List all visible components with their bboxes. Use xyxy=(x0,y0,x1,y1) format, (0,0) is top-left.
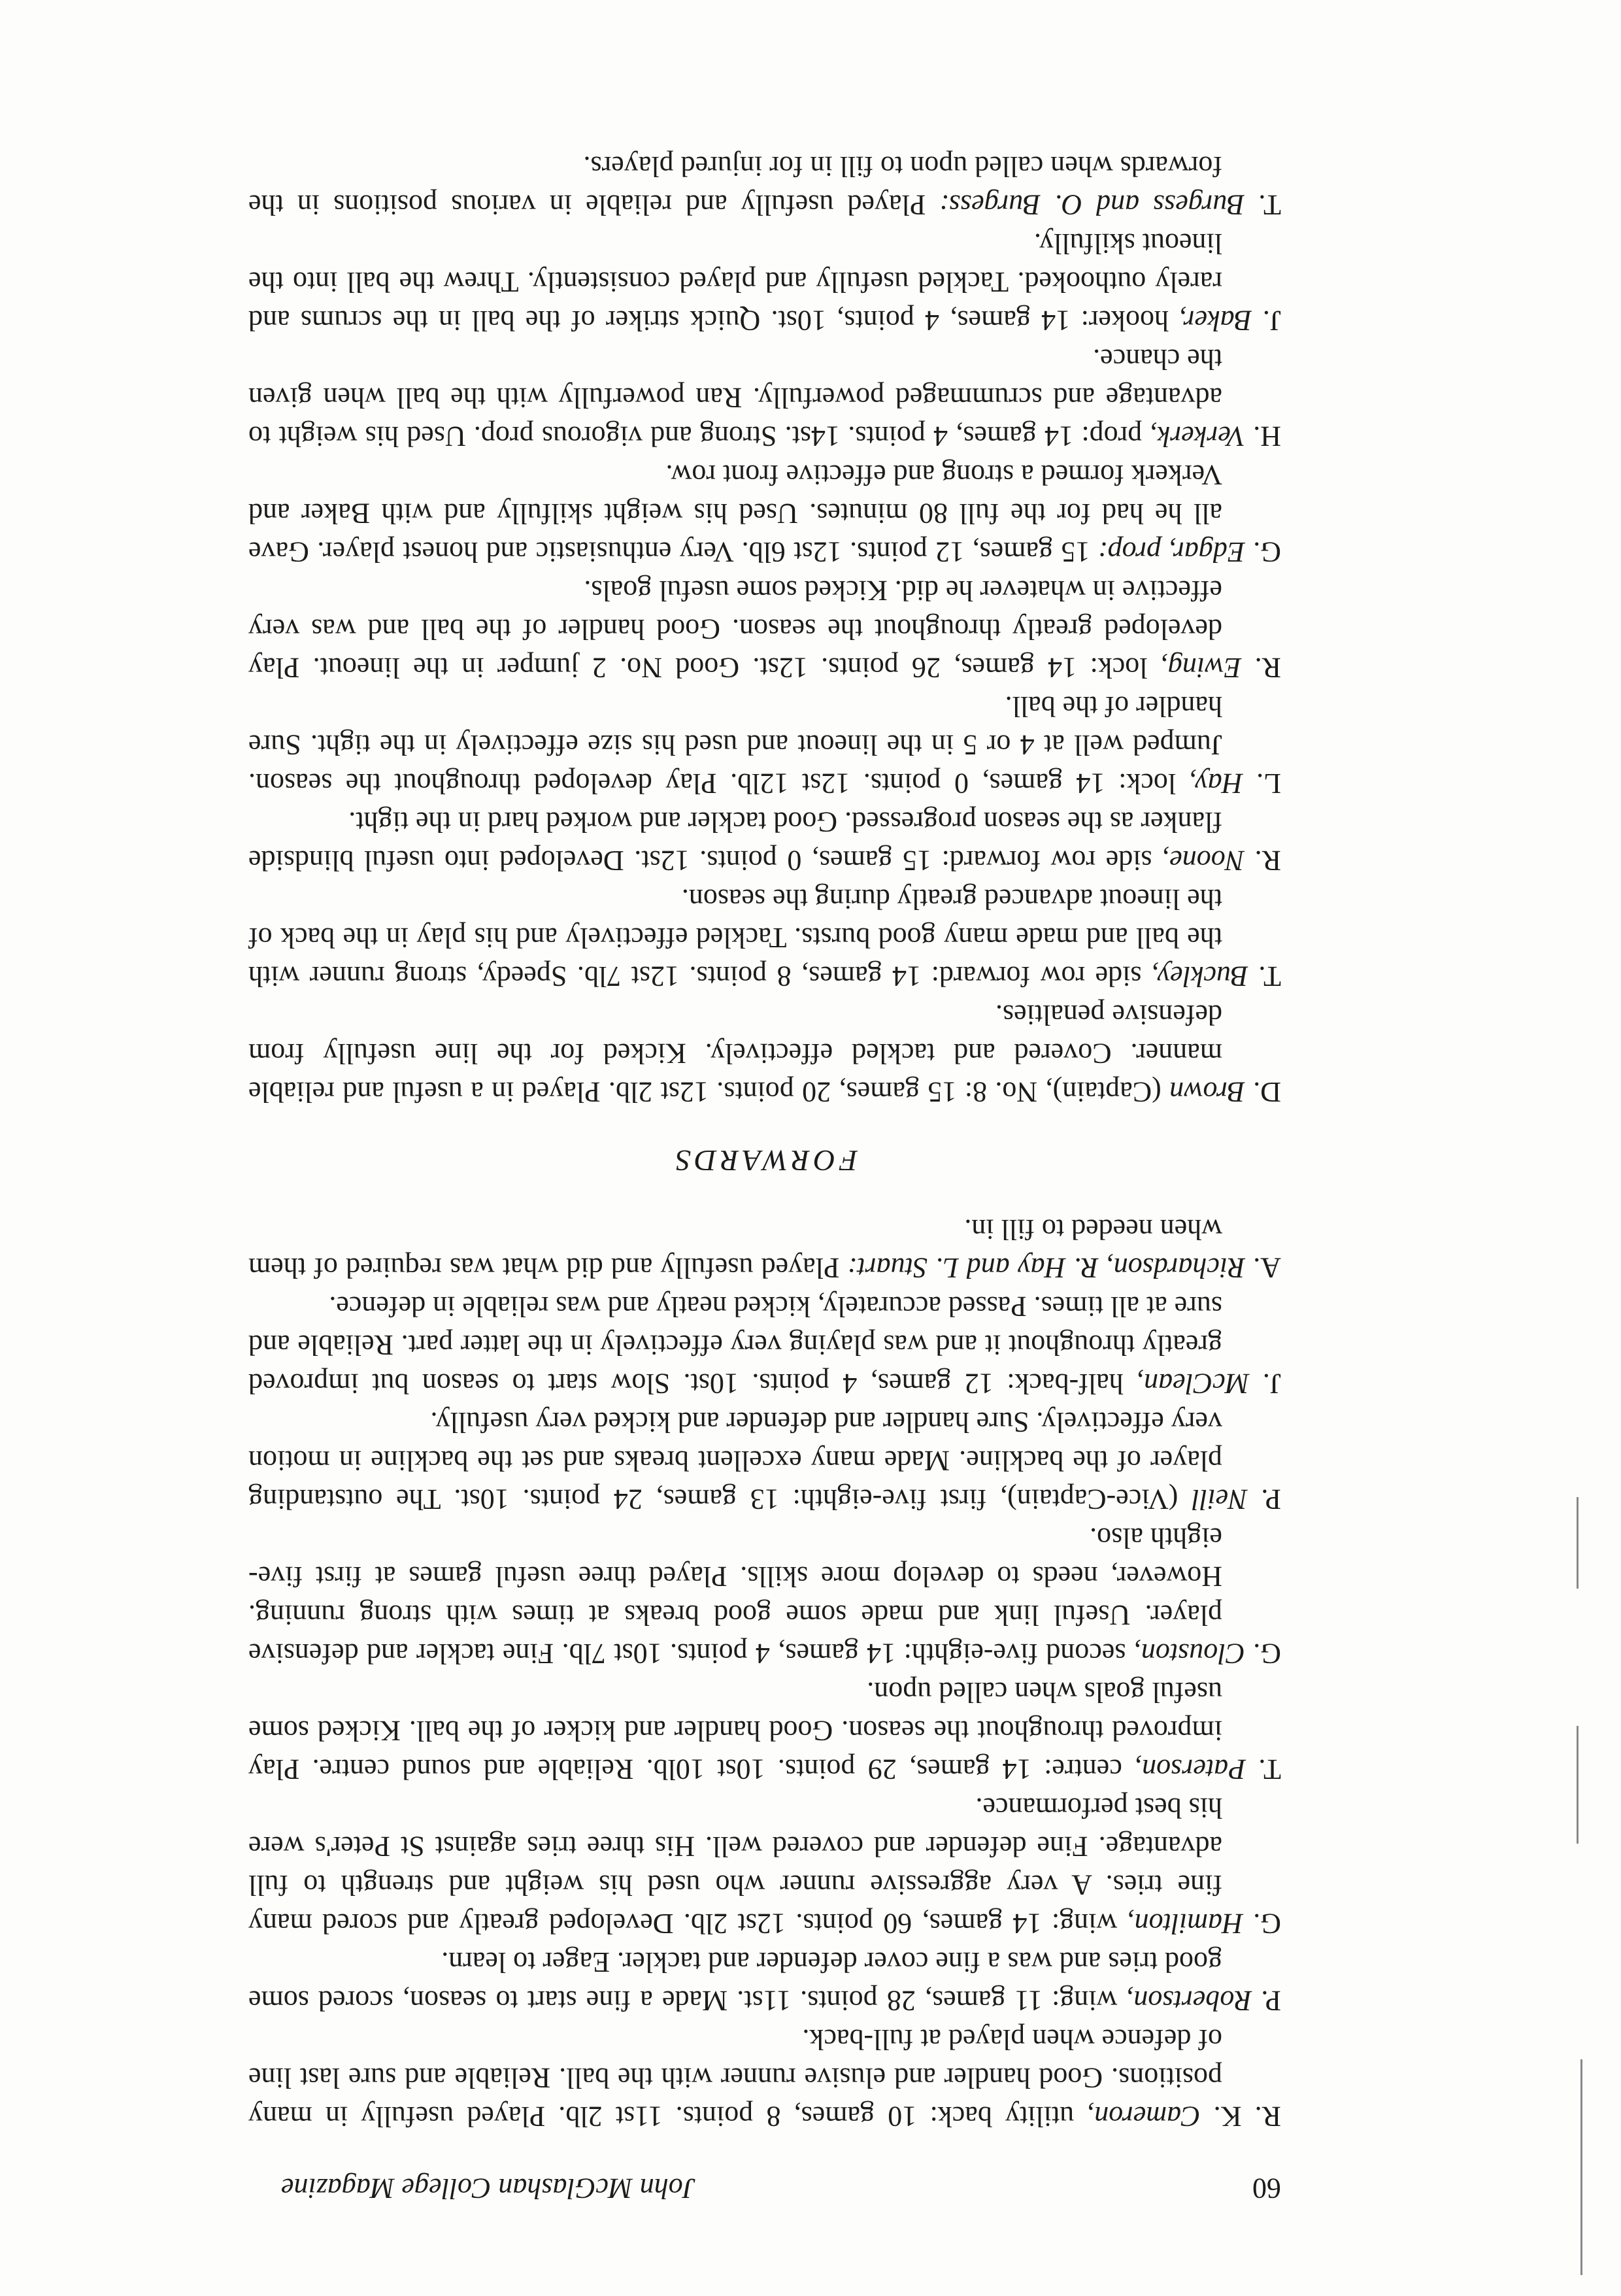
player-initial: R. K. xyxy=(1200,2101,1281,2133)
player-name: Neill xyxy=(1192,1483,1248,1515)
player-report: hooker: 14 games, 4 points, 10st. Quick striker of the ball in the scrums and rarely outhooked. Tackled usefully and played consistently. Threw the ball into the lineout skilfully. xyxy=(248,228,1222,337)
player-initial: R. xyxy=(1241,652,1281,684)
player-entry xyxy=(248,1519,1281,1673)
player-initial: D. xyxy=(1245,1076,1281,1108)
running-title: John McGlashan College Magazine xyxy=(281,2172,696,2204)
player-name: Brown xyxy=(1169,1076,1245,1108)
player-name: Buckley, xyxy=(1152,960,1248,992)
player-initial: T. xyxy=(1248,960,1281,992)
player-initial: J. xyxy=(1249,1368,1281,1400)
player-entry xyxy=(248,147,1281,224)
player-initial: P. xyxy=(1247,1483,1281,1515)
player-report: second five-eighth: 14 games, 4 points. 10st 7lb. Fine tackler and defensive player. Useful link and made some good breaks at times with strong running. However, needs to develop more skills. Played three useful games at first five-eighth also. xyxy=(248,1522,1222,1670)
player-report: (Captain), No. 8: 15 games, 20 points. 12st 2lb. Played in a useful and reliable manner. Covered and tackled effectively. Kicked for the line usefully from defensive penalties. xyxy=(248,999,1222,1108)
player-report: lock: 14 games, 0 points. 12st 12lb. Play developed throughout the season. Jumped well at 4 or 5 in the lineout and used his size effectively in the tight. Sure handler of the ball. xyxy=(248,690,1222,800)
player-report: Played usefully and reliable in various positions in the forwards when called upon to fill in for injured players. xyxy=(248,150,1222,221)
player-entry xyxy=(248,1789,1281,1943)
player-initial: G. xyxy=(1245,1638,1281,1670)
player-name: Richardson, R. Hay and L. Stuart: xyxy=(847,1252,1245,1284)
player-initial: R. xyxy=(1245,845,1281,877)
player-name: Clouston, xyxy=(1133,1638,1245,1670)
player-entry xyxy=(248,1287,1281,1403)
player-name: Baker, xyxy=(1179,305,1252,337)
player-entry xyxy=(248,880,1281,996)
player-entry xyxy=(248,803,1281,880)
player-entry xyxy=(248,2020,1281,2136)
player-initial: L. xyxy=(1243,768,1281,800)
player-name: Noone, xyxy=(1162,845,1245,877)
page-header xyxy=(248,2169,1281,2208)
player-initial: J. xyxy=(1252,305,1281,337)
forwards-list xyxy=(248,147,1281,1111)
forwards-heading: FORWARDS xyxy=(671,1144,858,1177)
player-initial: P. xyxy=(1252,1985,1281,2017)
player-report: prop: 14 games, 4 points. 14st. Strong and vigorous prop. Used his weight to advantage and scrummaged powerfully. Ran powerfully with the ball when given the chance. xyxy=(248,343,1222,452)
article-text xyxy=(248,147,1281,2208)
player-report: wing: 11 games, 28 points. 11st. Made a fine start to season, scored some good tries and was a fine cover defender and tackler. Eager to learn. xyxy=(248,1946,1222,2017)
player-entry xyxy=(248,340,1281,456)
player-report: 15 games, 12 points. 12st 6lb. Very enthusiastic and honest player. Gave all he had for the full 80 minutes. Used his weight skilfully and with Baker and Verkerk formed a strong and effective front row. xyxy=(248,459,1222,568)
player-name: Hamilton, xyxy=(1127,1908,1243,1940)
player-name: Robertson, xyxy=(1126,1985,1252,2017)
player-entry xyxy=(248,571,1281,687)
player-name: Paterson, xyxy=(1135,1753,1246,1785)
backs-list xyxy=(248,1210,1281,2136)
player-entry xyxy=(248,1210,1281,1287)
player-entry xyxy=(248,687,1281,803)
player-name: Cameron, xyxy=(1087,2101,1201,2133)
player-report: side row forward: 15 games, 0 points. 12st. Developed into useful blindside flanker as the season progressed. Good tackler and worked hard in the tight. xyxy=(248,806,1222,877)
player-initial: A. xyxy=(1245,1252,1281,1284)
player-report: lock: 14 games, 26 points. 12st. Good No. 2 jumper in the lineout. Play developed greatly throughout the season. Good handler of the ball and was very effective in whatever he did. Kicked some useful goals. xyxy=(248,575,1222,684)
player-name: Edgar, prop: xyxy=(1098,536,1245,568)
player-name: Verkerk, xyxy=(1150,420,1245,452)
player-name: Hay, xyxy=(1189,768,1243,800)
player-entry xyxy=(248,456,1281,571)
page-number: 60 xyxy=(1252,2172,1281,2204)
player-initial: T. xyxy=(1246,1753,1281,1785)
player-report: side row forward: 14 games, 8 points. 12st 7lb. Speedy, strong runner with the ball and made many good bursts. Tackled effectively and his play in the back of the lineout advanced greatly during the season. xyxy=(248,883,1222,992)
player-entry xyxy=(248,1943,1281,2020)
player-report: utility back: 10 games, 8 points. 11st 2lb. Played usefully in many positions. Good handler and elusive runner with the ball. Reliable and sure last line of defence when played at full-back. xyxy=(248,2023,1222,2133)
player-name: Ewing, xyxy=(1160,652,1242,684)
player-report: (Vice-Captain), first five-eighth: 13 games, 24 points. 10st. The outstanding player of the backline. Made many excellent breaks and set the backline in motion very effectively. Sure handler and defender and kicked very usefully. xyxy=(248,1406,1222,1515)
player-initial: T. xyxy=(1245,189,1281,221)
player-report: wing: 14 games, 60 points. 12st 2lb. Developed greatly and scored many fine tries. A very aggressive runner who used his weight and strength to full advantage. Fine defender and covered well. His three tries against St Peter's were his best performance. xyxy=(248,1792,1222,1940)
player-entry xyxy=(248,1673,1281,1789)
player-report: Played usefully and did what was required of them when needed to fill in. xyxy=(248,1213,1222,1284)
player-report: half-back: 12 games, 4 points. 10st. Slow start to season but improved greatly throughout it and was playing very effectively in the latter part. Reliable and sure at all times. Passed accurately, kicked neatly and was reliable in defence. xyxy=(248,1291,1222,1400)
player-entry xyxy=(248,996,1281,1111)
player-initial: G. xyxy=(1243,1908,1281,1940)
player-name: Burgess and O. Burgess: xyxy=(939,189,1245,221)
player-initial: H. xyxy=(1245,420,1281,452)
player-entry xyxy=(248,1403,1281,1519)
player-report: centre: 14 games, 29 points. 10st 10lb. Reliable and sound centre. Play improved throughout the season. Good handler and kicker of the ball. Kicked some useful goals when called upon. xyxy=(248,1676,1222,1785)
player-initial: G. xyxy=(1245,536,1281,568)
player-entry xyxy=(248,224,1281,340)
player-name: McClean, xyxy=(1137,1368,1250,1400)
